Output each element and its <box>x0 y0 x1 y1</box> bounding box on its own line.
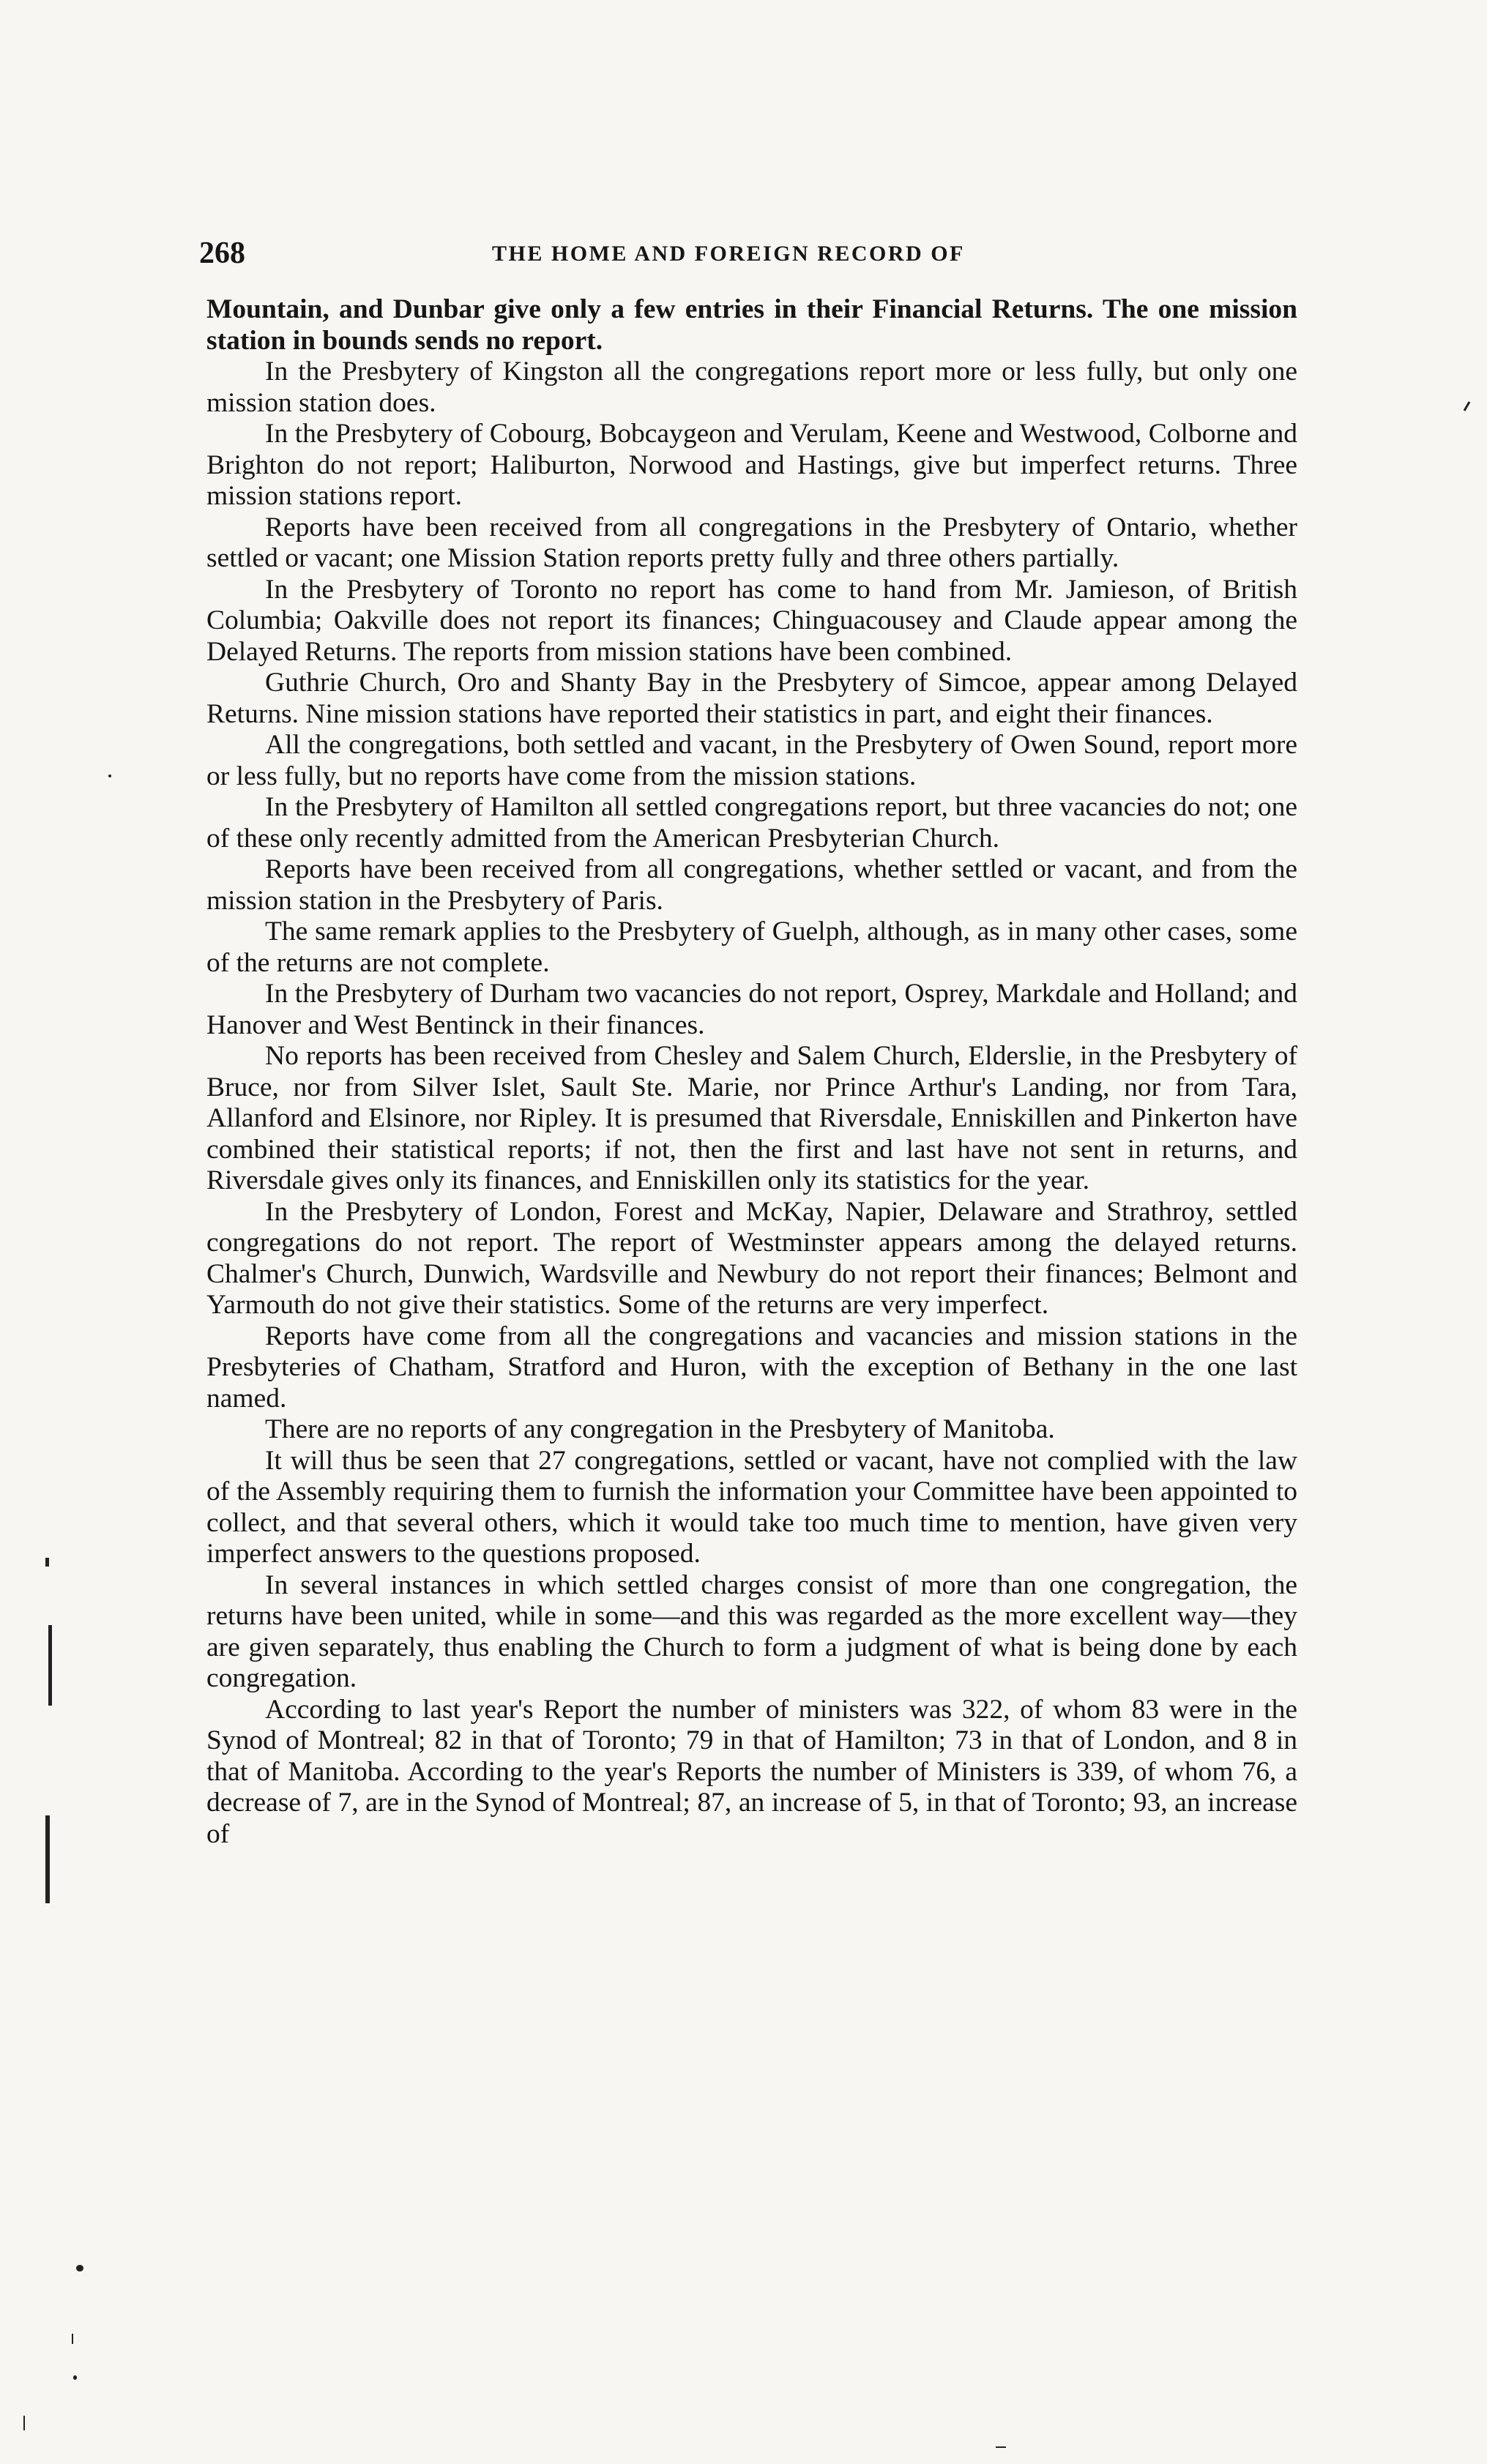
scan-mark <box>48 1625 52 1706</box>
paragraph: No reports has been received from Chesley and Salem Church, Elderslie, in the Presbytery of Bruce, nor from Silver Islet, Sault Ste. Marie, nor Prince Arthur's Landing, nor from Tara, Allanford and Elsinore, nor Ripley. It is presumed that Riversdale, Enniskillen and Pinkerton have combined their statistical reports; if not, then the first and last have not sent in returns, and Riversdale gives only its finances, and Enniskillen only its statistics for the year. <box>206 1041 1297 1195</box>
paragraph: Reports have come from all the congregations and vacancies and mission stations in the Presbyteries of Chatham, Stratford and Huron, with the exception of Bethany in the one last named. <box>206 1321 1297 1414</box>
scan-mark <box>73 2375 77 2380</box>
page-number: 268 <box>199 236 245 270</box>
scan-mark <box>23 2416 25 2430</box>
scan-mark <box>108 774 111 777</box>
paragraph: In the Presbytery of Hamilton all settled congregations report, but three vacancies do not; one of these only recently admitted from the American Presbyterian Church. <box>206 792 1297 854</box>
paragraph: There are no reports of any congregation in the Presbytery of Manitoba. <box>265 1414 1055 1444</box>
paragraph: In the Presbytery of London, Forest and McKay, Napier, Delaware and Strathroy, settled congregations do not report. The report of Westminster appears among the delayed returns. Chalmer's Church, Dunwich, Wardsville and Newbury do not report their finances; Belmont and Yarmouth do not give their statistics. Some of the returns are very imperfect. <box>206 1196 1297 1320</box>
paragraph: Mountain, and Dunbar give only a few entries in their Financial Returns. The one mission station in bounds sends no report. <box>206 294 1297 356</box>
scan-mark <box>45 1815 50 1903</box>
scan-mark <box>45 1558 49 1567</box>
scan-mark <box>72 2334 73 2344</box>
page-header <box>199 236 1297 272</box>
paragraph: In several instances in which settled charges consist of more than one congregation, the returns have been united, while in some—and this was regarded as the more excellent way—they are given separately, thus enabling the Church to form a judgment of what is being done by each congregation. <box>206 1569 1297 1693</box>
paragraph: All the congregations, both settled and vacant, in the Presbytery of Owen Sound, report more or less fully, but no reports have come from the mission stations. <box>206 730 1297 791</box>
scan-mark <box>996 2446 1006 2448</box>
paragraph: Guthrie Church, Oro and Shanty Bay in the Presbytery of Simcoe, appear among Delayed Returns. Nine mission stations have reported their statistics in part, and eight their finances. <box>206 668 1297 729</box>
paragraph: According to last year's Report the number of ministers was 322, of whom 83 were in the Synod of Montreal; 82 in that of Toronto; 79 in that of Hamilton; 73 in that of London, and 8 in that of Manitoba. According to the year's Reports the number of Ministers is 339, of whom 76, a decrease of 7, are in the Synod of Montreal; 87, an increase of 5, in that of Toronto; 93, an increase of <box>206 1694 1297 1849</box>
paragraph: Reports have been received from all congregations in the Presbytery of Ontario, whether settled or vacant; one Mission Station reports pretty fully and three others partially. <box>206 512 1297 573</box>
scan-mark <box>76 2265 83 2271</box>
body-text <box>206 294 1297 1850</box>
paragraph: In the Presbytery of Kingston all the congregations report more or less fully, but only one mission station does. <box>206 356 1297 418</box>
paragraph: In the Presbytery of Toronto no report has come to hand from Mr. Jamieson, of British Columbia; Oakville does not report its finances; Chinguacousey and Claude appear among the Delayed Returns. The reports from mission stations have been combined. <box>206 574 1297 667</box>
running-title: THE HOME AND FOREIGN RECORD OF <box>492 242 965 266</box>
paragraph: In the Presbytery of Durham two vacancies do not report, Osprey, Markdale and Holland; and Hanover and West Bentinck in their finances. <box>206 979 1297 1040</box>
paragraph: Reports have been received from all congregations, whether settled or vacant, and from the mission station in the Presbytery of Paris. <box>206 854 1297 916</box>
paragraph: In the Presbytery of Cobourg, Bobcaygeon and Verulam, Keene and Westwood, Colborne and Brighton do not report; Haliburton, Norwood and Hastings, give but imperfect returns. Three mission stations report. <box>206 419 1297 511</box>
scan-mark <box>1464 401 1471 411</box>
paragraph: It will thus be seen that 27 congregations, settled or vacant, have not complied with the law of the Assembly requiring them to furnish the information your Committee have been appointed to collect, and that several others, which it would take too much time to mention, have given very imperfect answers to the questions proposed. <box>206 1445 1297 1569</box>
paragraph: The same remark applies to the Presbytery of Guelph, although, as in many other cases, some of the returns are not complete. <box>206 916 1297 978</box>
